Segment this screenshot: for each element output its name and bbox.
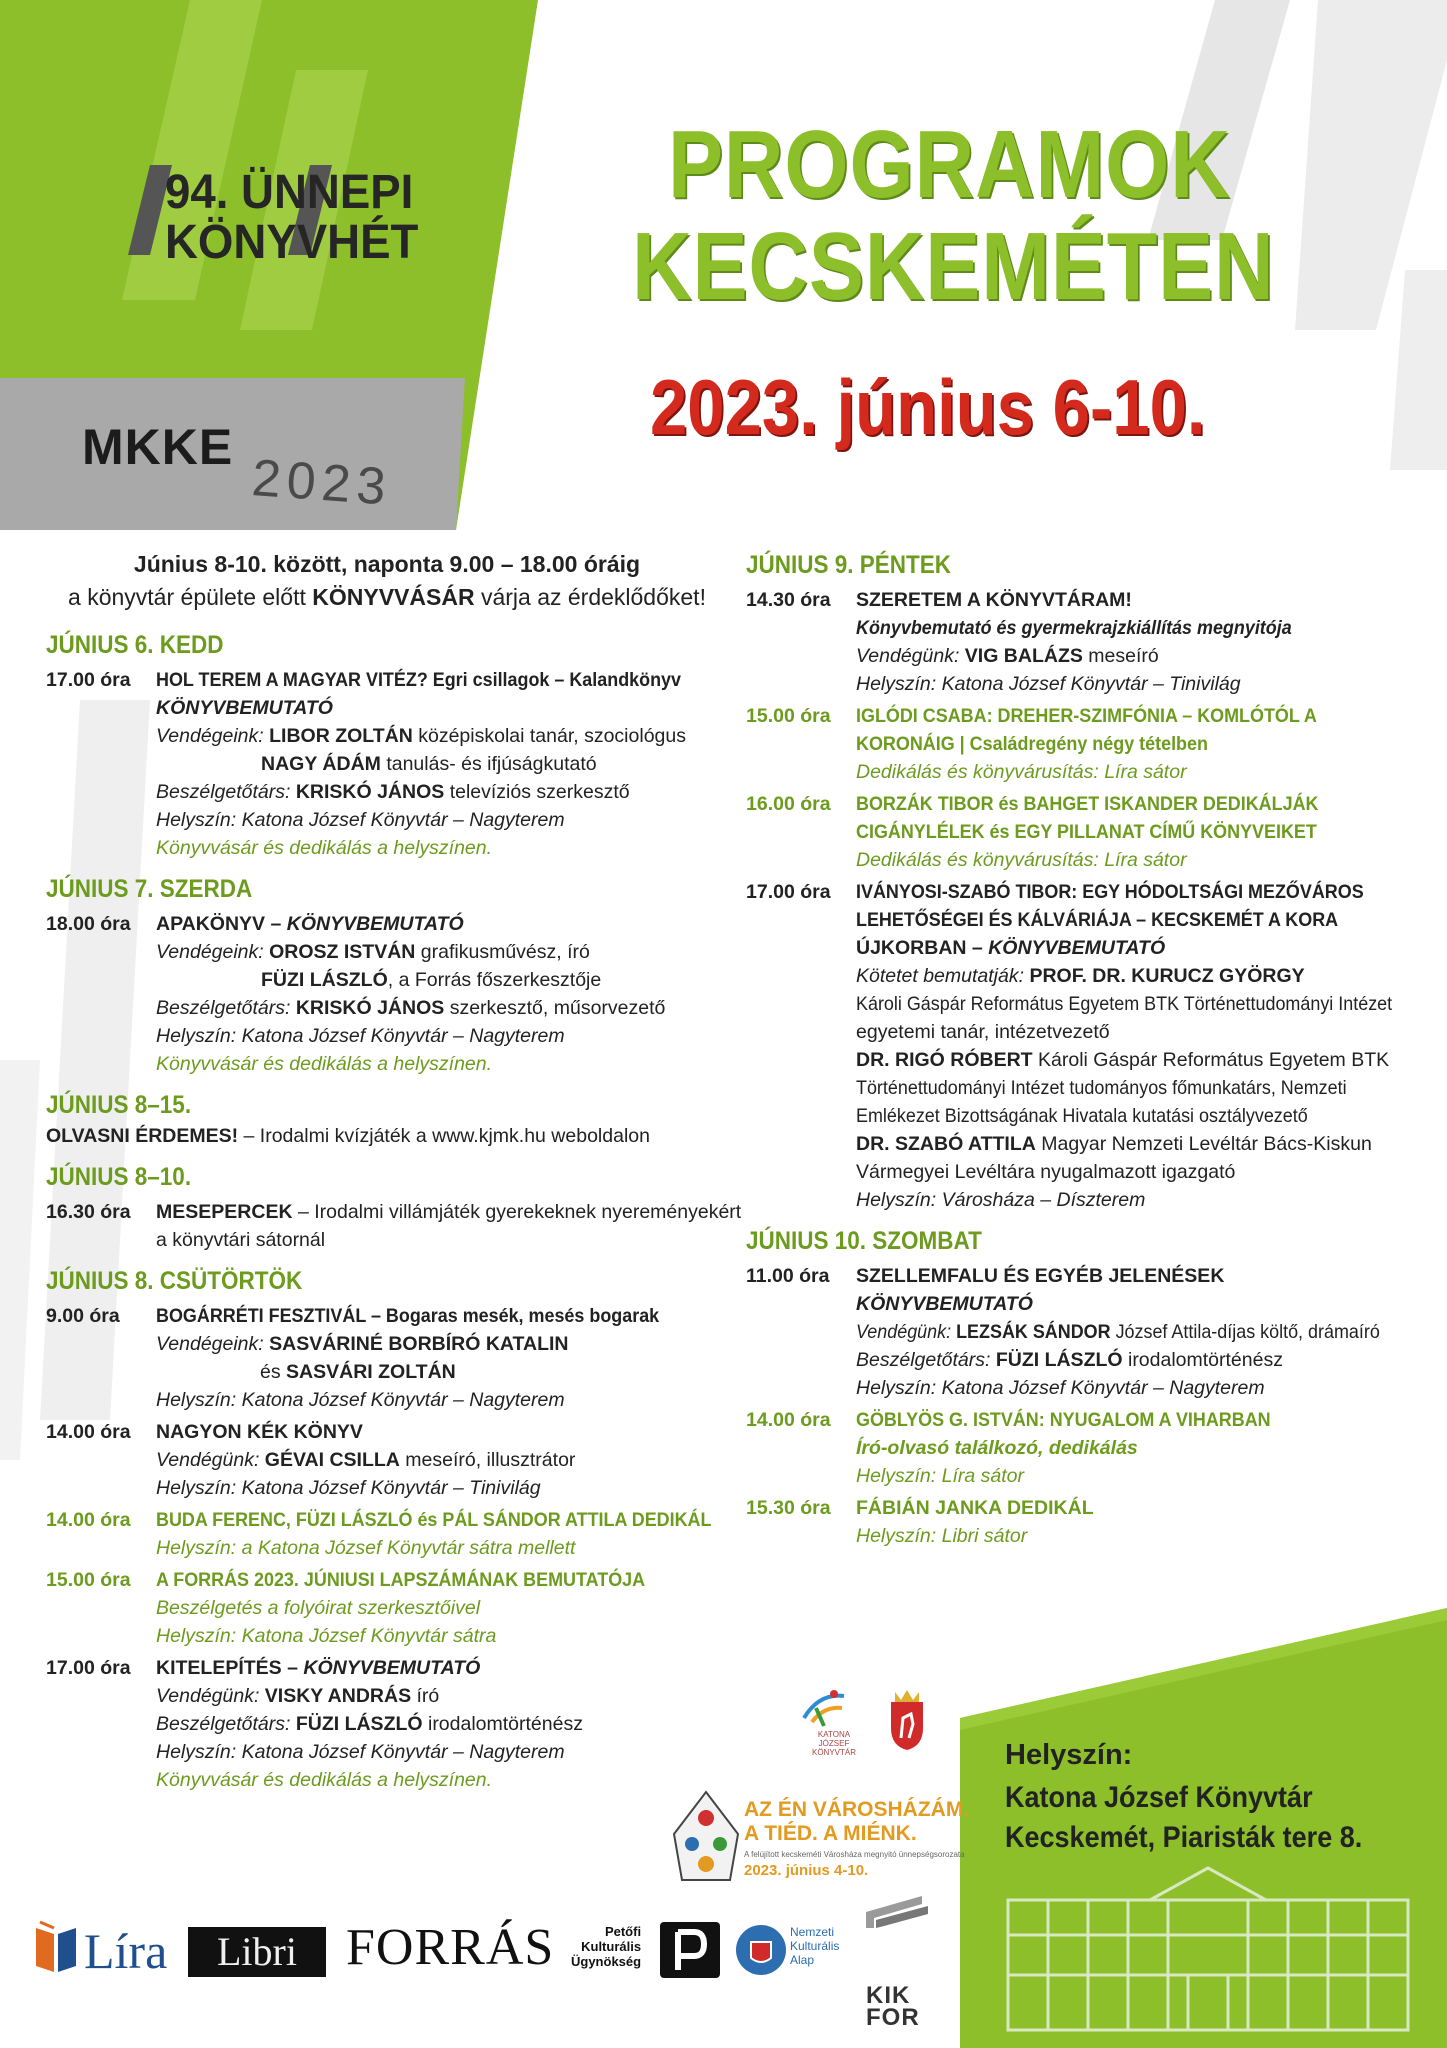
libri-logo: Libri [188, 1927, 326, 1977]
city-hall-slogan-2: A TIÉD. A MIÉNK. [744, 1822, 917, 1845]
logo-org: MKKE [82, 419, 234, 475]
lira-book-icon [32, 1920, 80, 1974]
day-heading-june8: JÚNIUS 8. CSÜTÖRTÖK [46, 1267, 303, 1295]
event-june8-4: 15.00 óra A FORRÁS 2023. JÚNIUSI LAPSZÁMÁNAK BEMUTATÓJA Beszélgetés a folyóirat szerkesztőivel Helyszín: Katona József Könyvtár sátra [46, 1569, 646, 1647]
event-date: 2023. június 6-10. [650, 363, 1206, 451]
event-june8-3: 14.00 óra BUDA FERENC, FÜZI LÁSZLÓ és PÁL SÁNDOR ATTILA DEDIKÁL Helyszín: a Katona József Könyvtár sátra mellett [46, 1509, 712, 1559]
intro-line1: Június 8-10. között, naponta 9.00 – 18.00 óráig [133, 551, 641, 577]
day-heading-june7: JÚNIUS 7. SZERDA [46, 875, 253, 903]
event-june10-2: 14.00 óra GÖBLYÖS G. ISTVÁN: NYUGALOM A VIHARBAN Író-olvasó találkozó, dedikálás Helyszín: Líra sátor [746, 1409, 1271, 1487]
page-title-line2: KECSKEMÉTEN [632, 213, 1275, 320]
event-june8-10-1: 16.30 óra MESEPERCEK – Irodalmi villámjáték gyerekeknek nyereményekért a könyvtári sátornál [46, 1201, 742, 1251]
logo-line2: KÖNYVHÉT [165, 216, 419, 269]
forras-logo: FORRÁS [346, 1919, 555, 1976]
event-june7-1: 18.00 óra APAKÖNYV – KÖNYVBEMUTATÓ Vendégeink: OROSZ ISTVÁN grafikusművész, író FÜZI LÁSZLÓ, a Forrás főszerkesztője Beszélgetőtárs: KRISKÓ JÁNOS szerkesztő, műsorvezető Helyszín: Katona József Könyvtár – Nagyterem Könyvvásár és dedikálás a helyszínen. [46, 913, 666, 1075]
city-hall-slogan-1: AZ ÉN VÁROSHÁZÁM. [744, 1798, 970, 1821]
city-coat-of-arms-icon [885, 1688, 929, 1752]
city-hall-slogan-3: A felújított kecskeméti Városháza megnyitó ünnepségsorozata [744, 1850, 965, 1859]
katona-library-logo-text: KATONA JÓZSEF KÖNYVTÁR [812, 1730, 857, 1757]
event-june8-2: 14.00 óra NAGYON KÉK KÖNYV Vendégünk: GÉVAI CSILLA meseíró, illusztrátor Helyszín: Katona József Könyvtár – Tinivilág [46, 1421, 576, 1499]
kikfor-building-icon [862, 1890, 932, 1930]
intro-line2: a könyvtár épülete előtt KÖNYVVÁSÁR várja az érdeklődőket! [68, 584, 706, 610]
lira-logo: Líra [84, 1923, 168, 1979]
day-heading-june9: JÚNIUS 9. PÉNTEK [746, 551, 952, 579]
petofi-p-icon [660, 1922, 720, 1978]
kikfor-logo: KIK FOR [866, 1982, 920, 2031]
event-june9-4: 17.00 óra IVÁNYOSI-SZABÓ TIBOR: EGY HÓDOLTSÁGI MEZŐVÁROS LEHETŐSÉGEI ÉS KÁLVÁRIÁJA – KECSKEMÉT A KORA ÚJKORBAN – KÖNYVBEMUTATÓ Kötetet bemutatják: PROF. DR. KURUCZ GYÖRGY Károli Gáspár Református Egyetem BTK Történettudományi Intézet egyetemi tanár, intézetvezető DR. RIGÓ RÓBERT Károli Gáspár Református Egyetem BTK Történettudományi Intézet tudományos főmunkatárs, Nemzeti Emlékezet Bizottságának Hivatala kutatási osztályvezető DR. SZABÓ ATTILA Magyar Nemzeti Levéltár Bács-Kiskun Vármegyei Levéltára nyugalmazott igazgató Helyszín: Városháza – Díszterem [746, 881, 1393, 1211]
page-title-line1: PROGRAMOK [668, 111, 1231, 218]
event-june9-1: 14.30 óra SZERETEM A KÖNYVTÁRAM! Könyvbemutató és gyermekrajzkiállítás megnyitója Vendégünk: VIG BALÁZS meseíró Helyszín: Katona József Könyvtár – Tinivilág [746, 589, 1292, 695]
nka-emblem-icon [734, 1920, 788, 1980]
city-hall-slogan-date: 2023. június 4-10. [744, 1862, 869, 1879]
folk-art-decoration-icon [668, 1788, 744, 1884]
logo-line1: 94. ÜNNEPI [165, 166, 414, 219]
venue-label: Helyszín: [1005, 1739, 1133, 1771]
katona-library-logo-icon [794, 1688, 854, 1728]
day-heading-june8-15: JÚNIUS 8–15. [46, 1091, 192, 1119]
event-june9-2: 15.00 óra IGLÓDI CSABA: DREHER-SZIMFÓNIA – KOMLÓTÓL A KORONÁIG | Családregény négy tételben Dedikálás és könyvárusítás: Líra sátor [746, 705, 1317, 783]
venue-name: Katona József Könyvtár [1005, 1781, 1313, 1814]
day-heading-june8-10: JÚNIUS 8–10. [46, 1163, 192, 1191]
event-june8-1: 9.00 óra BOGÁRRÉTI FESZTIVÁL – Bogaras mesék, mesés bogarak Vendégeink: SASVÁRINÉ BORBÍRÓ KATALIN és SASVÁRI ZOLTÁN Helyszín: Katona József Könyvtár – Nagyterem [46, 1305, 660, 1411]
event-june10-1: 11.00 óra SZELLEMFALU ÉS EGYÉB JELENÉSEK KÖNYVBEMUTATÓ Vendégünk: LEZSÁK SÁNDOR József Attila-díjas költő, drámaíró Beszélgetőtárs: FÜZI LÁSZLÓ irodalomtörténész Helyszín: Katona József Könyvtár – Nagyterem [746, 1265, 1380, 1399]
logo-year: 2023 [249, 449, 394, 517]
day-heading-june10: JÚNIUS 10. SZOMBAT [746, 1227, 982, 1255]
petofi-agency-logo: Petőfi Kulturális Ügynökség [571, 1924, 642, 1969]
venue-address: Kecskemét, Piaristák tere 8. [1005, 1821, 1363, 1854]
event-june8-15: OLVASNI ÉRDEMES! – Irodalmi kvízjáték a www.kjmk.hu weboldalon [46, 1125, 650, 1147]
day-heading-june6: JÚNIUS 6. KEDD [46, 631, 224, 659]
event-june9-3: 16.00 óra BORZÁK TIBOR és BAHGET ISKANDER DEDIKÁLJÁK CIGÁNYLÉLEK és EGY PILLANAT CÍMŰ KÖNYVEIKET Dedikálás és könyvárusítás: Líra sátor [746, 793, 1319, 871]
event-june10-3: 15.30 óra FÁBIÁN JANKA DEDIKÁL Helyszín: Libri sátor [746, 1497, 1094, 1547]
nka-logo: Nemzeti Kulturális Alap [790, 1925, 840, 1967]
event-june8-5: 17.00 óra KITELEPÍTÉS – KÖNYVBEMUTATÓ Vendégünk: VISKY ANDRÁS író Beszélgetőtárs: FÜZI LÁSZLÓ irodalomtörténész Helyszín: Katona József Könyvtár – Nagyterem Könyvvásár és dedikálás a helyszínen. [46, 1657, 583, 1791]
event-title: HOL TEREM A MAGYAR VITÉZ? Egri csillagok – Kalandkönyv [156, 669, 682, 691]
event-june6-1: 17.00 óra HOL TEREM A MAGYAR VITÉZ? Egri csillagok – Kalandkönyv KÖNYVBEMUTATÓ Vendégeink: LIBOR ZOLTÁN középiskolai tanár, szociológus NAGY ÁDÁM tanulás- és ifjúságkutató Beszélgetőtárs: KRISKÓ JÁNOS televíziós szerkesztő Helyszín: Katona József Könyvtár – Nagyterem Könyvvásár és dedikálás a helyszínen. [46, 666, 736, 862]
